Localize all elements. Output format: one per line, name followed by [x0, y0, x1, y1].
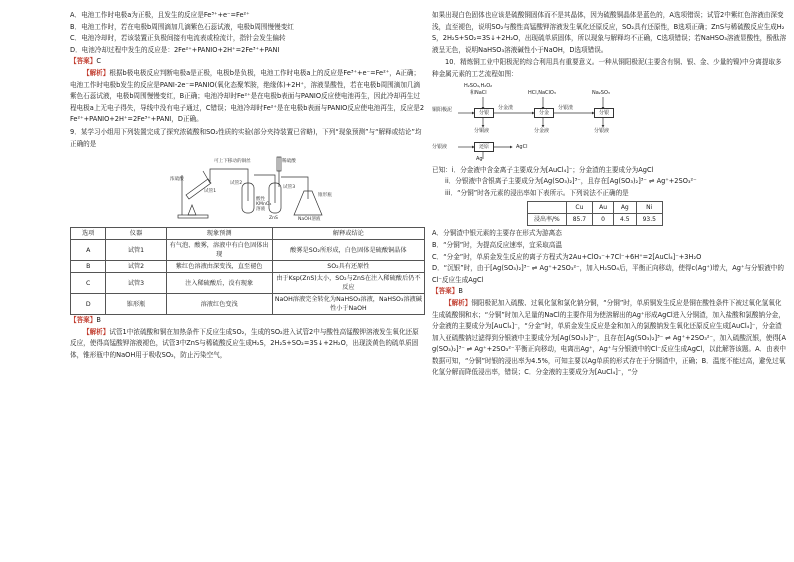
q10-option-a: A．分铜渣中银元素的主要存在形式为游离态 [432, 229, 562, 238]
q10-known-iii: iii．“分铜”时各元素的浸出率如下表所示。下列说法不正确的是 [445, 188, 629, 197]
flow-out-5: 分银渣 [558, 104, 574, 111]
answer-tag: 【答案】 [432, 287, 459, 296]
table-row [528, 214, 663, 226]
q10-option-b: B．“分铜”时，为提高反应速率，宜采取高温 [432, 240, 563, 249]
table-header: Cu [566, 202, 592, 214]
q8-option-d: D．电池冷却过程中发生的反应是：2Fe²⁺+PANIO+2H⁺=2Fe³⁺+PANI [70, 45, 280, 54]
table-cell: 试管1 [106, 240, 166, 261]
flow-ag: Ag [476, 155, 483, 162]
table-cell: 4.5 [614, 214, 637, 226]
flow-out-1: 分铜液 [474, 127, 490, 134]
q8-analysis-text: 根据b极电极反应判断电极a是正极，电极b是负极，电池工作时电极a上的反应是Fe³⁺+e⁻=Fe²⁺，A正确；电池工作时电极b发生的反应是PANI-2e⁻=PANIO(氧化态聚苯胺，绝缘体)+2H⁺，溶液显酸性，若在电极b周围滴加几滴紫色石蕊试液，电极b周围慢慢变红，B正确；电池冷却时Fe²⁺是在电极b表面与PANIO反应使电池再生，因此冷却再生过程电极a上无电子得失，导线中没有电子通过，C错误；电池冷却时Fe²⁺是在电极b表面与PANIO反应使电池再生，反应是2Fe²⁺+PANIO+2H⁺=2Fe³⁺+PANI，D正确。 [70, 68, 425, 124]
answer-tag: 【答案】 [70, 57, 97, 66]
q10-known-i: 已知：i．分金液中含金离子主要成分为[AuCl₄]⁻；分金渣的主要成分为AgCl [432, 165, 654, 174]
label-naoh: NaOH溶液 [298, 217, 321, 223]
q10-option-c: C．“分金”时，单质金发生反应的离子方程式为2Au+ClO₃⁻+7Cl⁻+6H⁺=2[AuCl₄]⁻+3H₂O [432, 252, 702, 261]
label-tube1: 试管1 [204, 189, 217, 195]
flow-out-3b: 分银液 [432, 143, 448, 150]
q8-answer [70, 56, 425, 68]
table-header: Au [593, 202, 614, 214]
table-header: Ni [636, 202, 662, 214]
q8-option-a: A．电池工作时电极a为正极，且发生的反应是Fe³⁺+e⁻=Fe²⁺ [70, 11, 250, 19]
q9-analysis-text: 试管1中浓硫酸和铜在加热条件下反应生成SO₂，生成的SO₂进入试管2中与酸性高锰酸钾溶液发生氧化还原反应，使得高锰酸钾溶液褪色，试管3中ZnS与稀硫酸反应生成H₂S，2H₂S+SO₂=3S↓+2H₂O，出现淡黄色的硫单质固体，锥形瓶中的NaOH用于吸收SO₂，防止污染空气， [70, 327, 419, 359]
q9-analysis-continued: 如果出现白色固体也应该是硫酸铜固体而不是其晶体，因为硫酸铜晶体是蓝色的，A选项错误；试管2中紫红色溶液由深变浅，直至褪色，说明SO₂与酸性高锰酸钾溶液发生氧化还原反应，SO₂具有还原性，B选项正确；ZnS与稀硫酸反应生成H₂S，2H₂S+SO₂=3S↓+2H₂O，出现硫单质固体，所以现象与解释均不正确，C选项错误；若NaHSO₃溶液显酸性，酚酞溶液呈无色，说明NaHSO₃溶液碱性小于NaOH，D选项错误。 [432, 11, 787, 54]
label-tube3: 试管3 [283, 185, 296, 191]
table-cell: B [71, 261, 106, 273]
analysis-tag: 【解析】 [445, 298, 472, 307]
flow-agcl: AgCl [516, 143, 528, 150]
q9-answer-value: B [96, 316, 101, 325]
flow-reagent-1: H₂SO₄,H₂O₂ [464, 82, 493, 89]
table-header: 仪器 [106, 228, 166, 240]
table-cell: 溶液红色变浅 [166, 294, 272, 315]
flow-start: 铜阳极泥 [432, 106, 453, 113]
table-cell: A [71, 240, 106, 261]
table-cell: D [71, 294, 106, 315]
q9-apparatus-figure [70, 153, 425, 225]
table-cell: 试管2 [106, 261, 166, 273]
flow-reagent-3: Na₂SO₃ [592, 89, 610, 96]
right-column [432, 10, 787, 379]
table-header: Ag [614, 202, 637, 214]
table-cell: 由于Ksp(ZnS)太小，SO₂与ZnS在注入稀硫酸后仍不反应 [272, 273, 424, 294]
table-cell: 试管3 [106, 273, 166, 294]
table-cell: 锥形瓶 [106, 294, 166, 315]
q10-answer [432, 286, 787, 298]
q9-analysis [70, 327, 425, 362]
table-header: 选项 [71, 228, 106, 240]
analysis-tag: 【解析】 [83, 68, 110, 77]
q10-answer-value: B [458, 287, 463, 296]
q9-stem: 9．某学习小组用下列装置完成了探究浓硫酸和SO₂性质的实验(部分夹持装置已省略)，下列“现象预测”与“解释或结论”均正确的是 [70, 127, 422, 148]
label-dilute-acid: 稀硫酸 [282, 159, 296, 165]
label-zns: ZnS [269, 216, 278, 222]
q10-analysis-text: 铜阳极泥加入硫酸、过氧化氢和氯化钠分铜，“分铜”时，单质铜发生反应是铜在酸性条件下被过氧化氢氧化生成硫酸铜和水；“分铜”时加入足量的NaCl的主要作用为使溶解出的Ag⁺形成AgCl进入分铜渣，加入盐酸和氯酸钠分金，分金液的主要成分为[AuCl₄]⁻，“分金”时，单质金发生反应是金和加入的氯酸钠发生氧化还原反应生成[AuCl₄]⁻，分金渣加入亚硫酸钠过滤得到分银液中主要成分为[Ag(SO₃)₂]³⁻，且存在[Ag(SO₃)₂]³⁻ ⇌ Ag⁺+2SO₃²⁻，加入硫酸沉银，使得[Ag(SO₃)₂]³⁻ ⇌ Ag⁺+2SO₃²⁻平衡正向移动，电离出Ag⁺，Ag⁺与分银液中的Cl⁻反应生成AgCl，以此解答该题。A．由表中数据可知，“分铜”时银的浸出率为4.5%，可知主要以Ag单质的形式存在于分铜渣中，正确；B．温度不能过高，避免过氧化氢分解而降低浸出率，错误；C．分金液的主要成分为[AuCl₄]⁻，“分 [432, 298, 786, 377]
table-header-row [71, 228, 425, 240]
label-conc-acid: 浓硫酸 [170, 177, 184, 183]
table-header [528, 202, 567, 214]
label-kmno4: 酸性KMnO₄溶液 [256, 197, 272, 213]
q10-known-ii: ii．分银液中含银离子主要成分为[Ag(SO₃)₂]³⁻，且存在[Ag(SO₃)₂]³⁻ ⇌ Ag⁺+2SO₃²⁻ [445, 177, 697, 186]
table-row [71, 240, 425, 261]
q9-options-table [70, 227, 425, 315]
table-cell: 有气泡、酸雾，溶液中有白色固体出现 [166, 240, 272, 261]
table-cell: SO₂具有还原性 [272, 261, 424, 273]
table-header: 现象预测 [166, 228, 272, 240]
table-header-row [528, 202, 663, 214]
table-cell: 紫红色溶液由深变浅，直至褪色 [166, 261, 272, 273]
table-cell: NaOH溶液完全转化为NaHSO₃溶液，NaHSO₃溶液碱性小于NaOH [272, 294, 424, 315]
table-row [71, 294, 425, 315]
table-cell: 85.7 [566, 214, 592, 226]
analysis-tag: 【解析】 [83, 327, 110, 336]
label-flask: 锥形瓶 [318, 193, 332, 199]
table-row [71, 273, 425, 294]
flow-step-reduce: 还原 [474, 142, 494, 152]
label-copper-wire: 可上下移动的铜丝 [214, 159, 251, 165]
q10-process-flowchart [432, 83, 787, 163]
table-cell: 93.5 [636, 214, 662, 226]
q10-stem: 10．精炼铜工业中阳极泥的综合利用具有重要意义。一种从铜阳极泥(主要含有铜、银、金、少量的镍)中分离提取多种金属元素的工艺流程如图： [432, 58, 782, 78]
q8-option-b: B．电池工作时，若在电极b周围滴加几滴紫色石蕊试液，电极b周围慢慢变红 [70, 22, 294, 31]
table-cell: 浸出率/% [528, 214, 567, 226]
q9-answer [70, 315, 425, 327]
left-column [70, 10, 425, 362]
q8-answer-value: C [96, 57, 101, 66]
label-tube2: 试管2 [230, 181, 243, 187]
flow-reagent-1b: 和NaCl [470, 89, 487, 96]
flow-step-3: 分银 [594, 108, 614, 118]
table-cell: 注入稀硫酸后，没有现象 [166, 273, 272, 294]
q8-analysis [70, 68, 425, 126]
flow-out-2: 分金液 [534, 127, 550, 134]
table-cell: C [71, 273, 106, 294]
table-cell: 0 [593, 214, 614, 226]
q10-option-d: D．“沉银”时，由于[Ag(SO₃)₂]³⁻ ⇌ Ag⁺+2SO₃²⁻，加入H₂SO₄后，平衡正向移动，使得c(Ag⁺)增大，Ag⁺与分银液中的Cl⁻反应生成AgCl [432, 264, 784, 284]
flow-out-3: 分银液 [594, 127, 610, 134]
flow-step-1: 分银 [474, 108, 494, 118]
q10-analysis [432, 298, 787, 379]
table-row [71, 261, 425, 273]
leaching-rate-table [527, 201, 663, 226]
table-cell: 酸雾是SO₂所形成，白色固体是硫酸铜晶体 [272, 240, 424, 261]
table-header: 解释或结论 [272, 228, 424, 240]
flow-out-4: 分金渣 [498, 104, 514, 111]
flow-reagent-2: HCl,NaClO₃ [528, 89, 556, 96]
q8-option-c: C．电池冷却时，若该装置正负极间接有电流表或检流计，指针会发生偏转 [70, 34, 286, 43]
answer-tag: 【答案】 [70, 316, 97, 325]
flow-step-2: 分金 [534, 108, 554, 118]
